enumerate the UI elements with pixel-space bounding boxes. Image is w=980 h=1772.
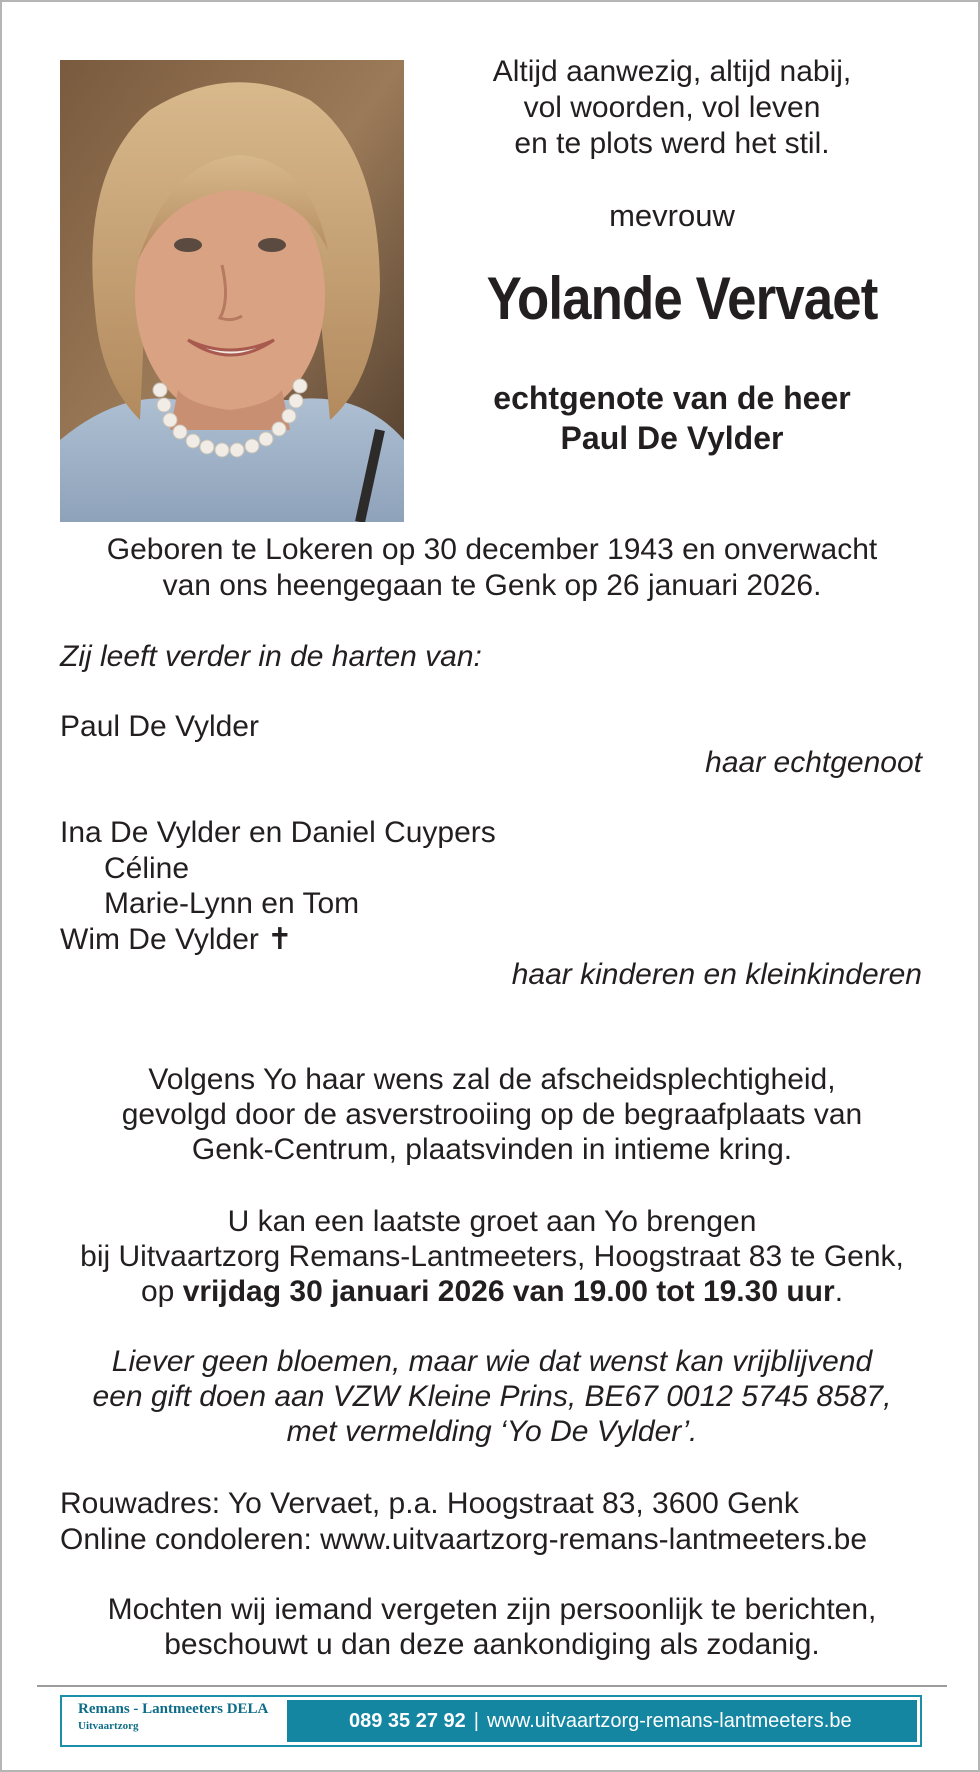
child-line: Ina De Vylder en Daniel Cuypers bbox=[60, 816, 496, 849]
contact-bar bbox=[287, 1700, 917, 1742]
visitation-line: bij Uitvaartzorg Remans-Lantmeeters, Hoogstraat 83 te Genk, bbox=[80, 1240, 904, 1273]
ceremony-line: gevolgd door de asverstrooiing op de begraafplaats van bbox=[121, 1098, 863, 1131]
children-relation: haar kinderen en kleinkinderen bbox=[511, 958, 922, 991]
website-link[interactable]: www.uitvaartzorg-remans-lantmeeters.be bbox=[486, 1709, 852, 1732]
closing-line: Mochten wij iemand vergeten zijn persoonlijk te berichten, bbox=[107, 1593, 877, 1626]
birth-death-text bbox=[42, 532, 942, 604]
visitation-line: U kan een laatste groet aan Yo brengen bbox=[227, 1205, 757, 1238]
donation-line: met vermelding ‘Yo De Vylder’. bbox=[286, 1415, 698, 1448]
grandchild-line: Marie-Lynn en Tom bbox=[104, 887, 360, 920]
deceased-name: Yolande Vervaet bbox=[486, 265, 878, 332]
donation-line: een gift doen aan VZW Kleine Prins, BE67 0012 5745 8587, bbox=[92, 1380, 892, 1413]
verse-line: Altijd aanwezig, altijd nabij, bbox=[492, 55, 852, 88]
survivors-intro: Zij leeft verder in de harten van: bbox=[60, 640, 482, 673]
funeral-home-subtitle: Uitvaartzorg bbox=[78, 1720, 139, 1732]
mourning-address: Rouwadres: Yo Vervaet, p.a. Hoogstraat 83, 3600 Genk bbox=[60, 1487, 799, 1520]
online-condolence: Online condoleren: www.uitvaartzorg-remans-lantmeeters.be bbox=[60, 1523, 868, 1556]
visitation-datetime: vrijdag 30 januari 2026 van 19.00 tot 19.30 uur bbox=[182, 1275, 835, 1308]
donation-line: Liever geen bloemen, maar wie dat wenst kan vrijblijvend bbox=[111, 1345, 873, 1378]
contact-separator: | bbox=[473, 1709, 479, 1732]
opening-verse bbox=[422, 54, 922, 162]
verse-line: en te plots werd het stil. bbox=[514, 127, 830, 160]
ceremony-line: Volgens Yo haar wens zal de afscheidsplechtigheid, bbox=[148, 1063, 836, 1096]
birth-line: Geboren te Lokeren op 30 december 1943 en onverwacht bbox=[106, 533, 878, 566]
footer-divider bbox=[37, 1685, 947, 1687]
portrait-photo bbox=[60, 60, 404, 522]
ceremony-text bbox=[32, 1062, 952, 1167]
honorific: mevrouw bbox=[609, 198, 735, 233]
funeral-home-footer bbox=[60, 1695, 922, 1747]
grandchild-line: Céline bbox=[104, 852, 190, 885]
death-line: van ons heengegaan te Genk op 26 januari 2026. bbox=[162, 569, 822, 602]
visitation-suffix: . bbox=[834, 1275, 844, 1308]
spouse-line-1: echtgenote van de heer bbox=[493, 380, 851, 416]
spouse-line bbox=[422, 378, 922, 458]
spouse-name: Paul De Vylder bbox=[60, 710, 259, 743]
spouse-line-2: Paul De Vylder bbox=[560, 420, 784, 456]
visitation-line bbox=[32, 1274, 952, 1309]
child-line: Wim De Vylder ✝ bbox=[60, 923, 293, 956]
visitation-text bbox=[32, 1204, 952, 1309]
funeral-home-name: Remans - Lantmeeters DELA bbox=[78, 1701, 269, 1717]
closing-text bbox=[32, 1592, 952, 1662]
funeral-home-logo bbox=[62, 1697, 284, 1745]
phone-number[interactable]: 089 35 27 92 bbox=[349, 1709, 466, 1732]
visitation-prefix: op bbox=[140, 1275, 183, 1308]
ceremony-line: Genk-Centrum, plaatsvinden in intieme kring. bbox=[191, 1133, 793, 1166]
verse-line: vol woorden, vol leven bbox=[523, 91, 821, 124]
spouse-relation: haar echtgenoot bbox=[705, 746, 922, 779]
closing-line: beschouwt u dan deze aankondiging als zodanig. bbox=[164, 1628, 820, 1661]
donation-text bbox=[32, 1344, 952, 1449]
